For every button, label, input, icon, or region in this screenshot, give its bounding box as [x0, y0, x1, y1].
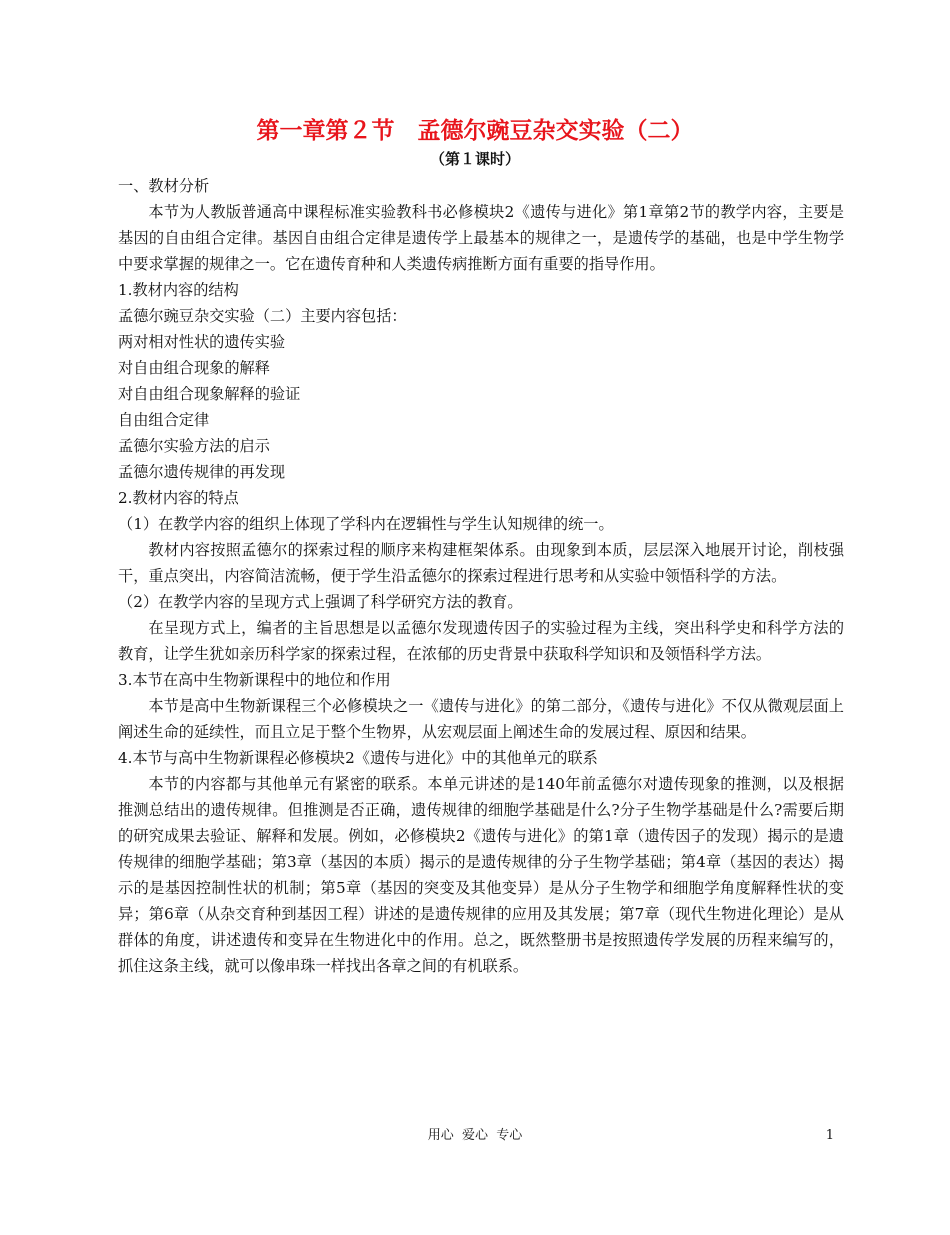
subsection-heading: 3.本节在高中生物新课程中的地位和作用 — [118, 671, 391, 689]
document-body — [118, 173, 844, 979]
point-heading: （1）在教学内容的组织上体现了学科内在逻辑性与学生认知规律的统一。 — [118, 515, 614, 533]
body-paragraph: 本节的内容都与其他单元有紧密的联系。本单元讲述的是140年前孟德尔对遗传现象的推测，以及根据推测总结出的遗传规律。但推测是否正确，遗传规律的细胞学基础是什么?分子生物学基础是什么?需要后期的研究成果去验证、解释和发展。例如，必修模块2《遗传与进化》的第1章（遗传因子的发现）揭示的是遗传规律的细胞学基础；第3章（基因的本质）揭示的是遗传规律的分子生物学基础；第4章（基因的表达）揭示的是基因控制性状的机制；第5章（基因的突变及其他变异）是从分子生物学和细胞学角度解释性状的变异；第6章（从杂交育种到基因工程）讲述的是遗传规律的应用及其发展；第7章（现代生物进化理论）是从群体的角度，讲述遗传和变异在生物进化中的作用。总之，既然整册书是按照遗传学发展的历程来编写的，抓住这条主线，就可以像串珠一样找出各章之间的有机联系。 — [118, 775, 844, 975]
body-paragraph: 在呈现方式上，编者的主旨思想是以孟德尔发现遗传因子的实验过程为主线，突出科学史和科学方法的教育，让学生犹如亲历科学家的探索过程，在浓郁的历史背景中获取科学知识和及领悟科学方法。 — [118, 619, 844, 663]
document-subtitle: （第１课时） — [429, 150, 520, 168]
content-list-item: 对自由组合现象解释的验证 — [118, 385, 301, 403]
content-list-item: 对自由组合现象的解释 — [118, 359, 270, 377]
point-heading: （2）在教学内容的呈现方式上强调了科学研究方法的教育。 — [118, 593, 523, 611]
footer-slogan: 用心 爱心 专心 — [427, 1128, 523, 1143]
body-paragraph: 教材内容按照孟德尔的探索过程的顺序来构建框架体系。由现象到本质，层层深入地展开讨论，削枝强干，重点突出，内容简洁流畅，便于学生沿孟德尔的探索过程进行思考和从实验中领悟科学的方法。 — [118, 541, 844, 585]
content-list-item: 两对相对性状的遗传实验 — [118, 333, 286, 351]
content-list-item: 自由组合定律 — [118, 411, 210, 429]
subsection-heading: 1.教材内容的结构 — [118, 281, 239, 299]
subsection-heading: 4.本节与高中生物新课程必修模块2《遗传与进化》中的其他单元的联系 — [118, 749, 598, 767]
section-heading: 一、教材分析 — [118, 177, 210, 195]
body-paragraph: 本节是高中生物新课程三个必修模块之一《遗传与进化》的第二部分，《遗传与进化》不仅从微观层面上阐述生命的延续性，而且立足于整个生物界，从宏观层面上阐述生命的发展过程、原因和结果。 — [118, 697, 844, 741]
document-title: 第一章第２节 孟德尔豌豆杂交实验（二） — [256, 118, 694, 144]
page-number: 1 — [825, 1128, 834, 1143]
body-paragraph: 本节为人教版普通高中课程标准实验教科书必修模块2《遗传与进化》第1章第2节的教学内容，主要是基因的自由组合定律。基因自由组合定律是遗传学上最基本的规律之一，是遗传学的基础，也是中学生物学中要求掌握的规律之一。它在遗传育种和人类遗传病推断方面有重要的指导作用。 — [118, 203, 844, 273]
content-list-item: 孟德尔实验方法的启示 — [118, 437, 270, 455]
body-line: 孟德尔豌豆杂交实验（二）主要内容包括： — [118, 307, 407, 325]
content-list-item: 孟德尔遗传规律的再发现 — [118, 463, 286, 481]
subsection-heading: 2.教材内容的特点 — [118, 489, 239, 507]
